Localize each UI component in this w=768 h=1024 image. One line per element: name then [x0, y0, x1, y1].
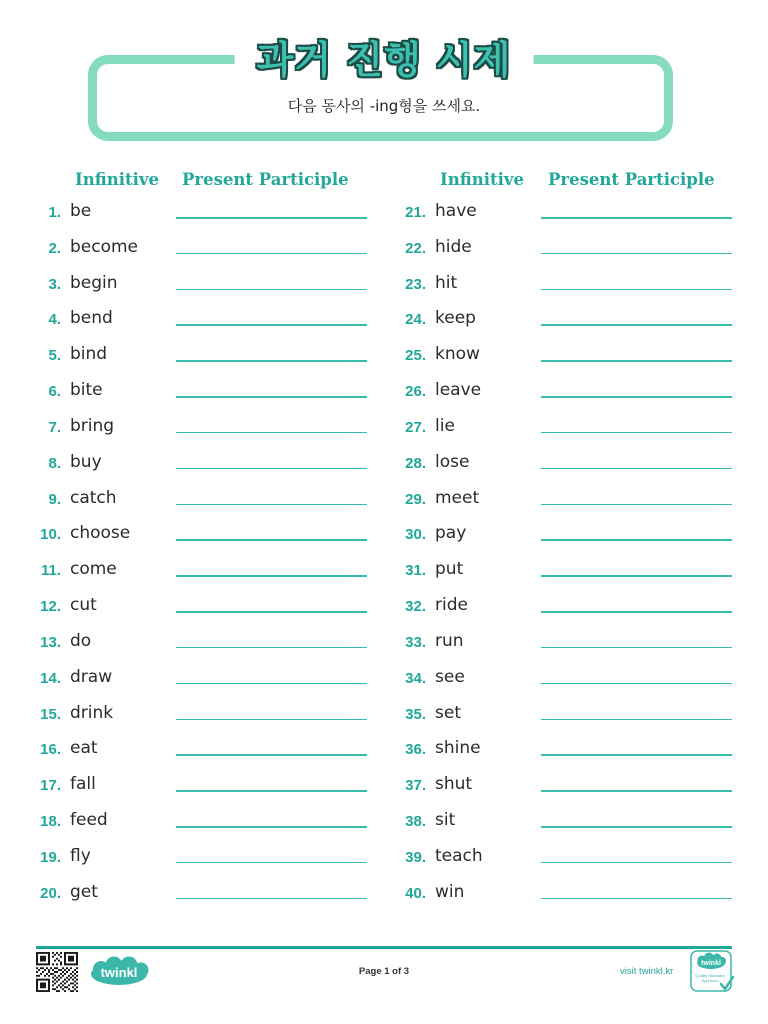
item-number: 6.	[48, 383, 61, 401]
verb-row	[365, 194, 745, 230]
logo-text: twinkl	[100, 965, 138, 980]
verb-row	[365, 230, 745, 266]
infinitive-verb: meet	[435, 487, 480, 508]
item-number: 23.	[405, 275, 426, 293]
answer-line	[541, 360, 732, 362]
item-number: 19.	[40, 848, 61, 866]
answer-line	[176, 754, 367, 756]
verb-row	[0, 839, 380, 875]
item-number: 22.	[405, 239, 426, 257]
site-link[interactable]: visit twinkl.kr	[620, 966, 674, 977]
answer-line	[176, 611, 367, 613]
verb-row	[0, 588, 380, 624]
worksheet-title: 과거 진행 시제	[235, 36, 534, 84]
verb-row	[365, 803, 745, 839]
item-number: 2.	[48, 239, 61, 257]
infinitive-verb: cut	[70, 595, 97, 616]
verb-row	[0, 767, 380, 803]
infinitive-verb: hide	[435, 236, 472, 257]
infinitive-verb: get	[70, 881, 98, 902]
instruction-text: 다음 동사의 -ing형을 쓰세요.	[287, 97, 481, 115]
verb-row	[0, 301, 380, 337]
verb-row	[0, 445, 380, 481]
answer-line	[176, 324, 367, 326]
item-number: 15.	[40, 705, 61, 723]
infinitive-verb: see	[435, 666, 465, 687]
infinitive-verb: bite	[70, 380, 103, 401]
item-number: 3.	[48, 275, 61, 293]
answer-line	[176, 575, 367, 577]
answer-line	[541, 289, 732, 291]
qr-code-icon	[36, 952, 78, 992]
item-number: 10.	[40, 526, 61, 544]
answer-line	[176, 432, 367, 434]
infinitive-verb: feed	[70, 810, 108, 831]
item-number: 32.	[405, 598, 426, 616]
infinitive-verb: catch	[70, 487, 117, 508]
infinitive-verb: buy	[70, 451, 102, 472]
infinitive-verb: do	[70, 630, 92, 651]
answer-line	[176, 289, 367, 291]
verb-row	[0, 624, 380, 660]
infinitive-verb: bend	[70, 308, 113, 329]
item-number: 27.	[405, 418, 426, 436]
answer-line	[176, 468, 367, 470]
verb-row	[365, 660, 745, 696]
item-number: 28.	[405, 454, 426, 472]
answer-line	[176, 719, 367, 721]
answer-line	[541, 683, 732, 685]
infinitive-verb: sit	[435, 810, 456, 831]
answer-line	[541, 217, 732, 219]
answer-line	[541, 754, 732, 756]
verb-row	[0, 803, 380, 839]
verb-row	[0, 194, 380, 230]
item-number: 29.	[405, 490, 426, 508]
infinitive-verb: shut	[435, 774, 473, 795]
infinitive-verb: pay	[435, 523, 467, 544]
verb-row	[365, 767, 745, 803]
item-number: 38.	[405, 813, 426, 831]
verb-row	[0, 516, 380, 552]
infinitive-verb: fall	[70, 774, 96, 795]
infinitive-verb: fly	[70, 845, 91, 866]
verb-row	[365, 731, 745, 767]
infinitive-verb: have	[435, 201, 477, 221]
item-number: 24.	[405, 311, 426, 329]
verb-row	[365, 337, 745, 373]
infinitive-verb: run	[435, 630, 464, 651]
verb-row	[365, 875, 745, 911]
answer-line	[541, 396, 732, 398]
verb-row	[365, 552, 745, 588]
answer-line	[176, 826, 367, 828]
item-number: 4.	[48, 311, 61, 329]
item-number: 36.	[405, 741, 426, 759]
infinitive-verb: leave	[435, 380, 482, 401]
infinitive-verb: come	[70, 559, 117, 580]
item-number: 21.	[405, 204, 426, 221]
verb-row	[365, 588, 745, 624]
verb-row	[0, 373, 380, 409]
verb-row	[0, 552, 380, 588]
infinitive-verb: put	[435, 559, 464, 580]
answer-line	[541, 826, 732, 828]
badge-caption-line-1: Quality Standard	[695, 973, 725, 978]
right-participle-heading: Present Participle	[548, 170, 715, 189]
infinitive-verb: choose	[70, 523, 131, 544]
item-number: 31.	[405, 562, 426, 580]
verb-row	[0, 875, 380, 911]
infinitive-verb: win	[435, 881, 465, 902]
verb-row	[0, 409, 380, 445]
item-number: 7.	[48, 418, 61, 436]
infinitive-verb: lose	[435, 451, 470, 472]
answer-line	[541, 611, 732, 613]
left-infinitive-heading: Infinitive	[75, 170, 159, 189]
verb-row	[365, 516, 745, 552]
answer-line	[176, 862, 367, 864]
item-number: 13.	[40, 633, 61, 651]
answer-line	[176, 898, 367, 900]
item-number: 18.	[40, 813, 61, 831]
infinitive-verb: lie	[435, 415, 455, 436]
answer-line	[541, 862, 732, 864]
answer-line	[541, 253, 732, 255]
answer-line	[176, 790, 367, 792]
verb-row	[0, 266, 380, 302]
infinitive-verb: begin	[70, 272, 118, 293]
answer-line	[541, 504, 732, 506]
badge-caption-line-2: Approved	[701, 978, 719, 983]
page-number: Page 1 of 3	[358, 966, 410, 977]
item-number: 40.	[405, 884, 426, 902]
answer-line	[541, 898, 732, 900]
left-participle-heading: Present Participle	[182, 170, 349, 189]
twinkl-logo	[88, 955, 150, 987]
item-number: 8.	[48, 454, 61, 472]
item-number: 35.	[405, 705, 426, 723]
answer-line	[176, 396, 367, 398]
quality-standard-badge	[690, 950, 735, 993]
verb-row	[365, 445, 745, 481]
item-number: 30.	[405, 526, 426, 544]
right-infinitive-heading: Infinitive	[440, 170, 524, 189]
item-number: 20.	[40, 884, 61, 902]
infinitive-verb: teach	[435, 845, 483, 866]
answer-line	[176, 539, 367, 541]
item-number: 34.	[405, 669, 426, 687]
infinitive-verb: become	[70, 236, 139, 257]
item-number: 26.	[405, 383, 426, 401]
verb-row	[0, 731, 380, 767]
infinitive-verb: bring	[70, 415, 115, 436]
verb-row	[365, 409, 745, 445]
item-number: 5.	[48, 347, 61, 365]
verb-row	[365, 481, 745, 517]
footer-rule	[36, 946, 732, 949]
verb-row	[365, 373, 745, 409]
badge-brand: twinkl	[701, 960, 721, 967]
infinitive-verb: draw	[70, 666, 113, 687]
infinitive-verb: know	[435, 344, 480, 365]
item-number: 9.	[48, 490, 61, 508]
item-number: 37.	[405, 777, 426, 795]
verb-row	[365, 301, 745, 337]
item-number: 17.	[40, 777, 61, 795]
infinitive-verb: be	[70, 201, 92, 221]
item-number: 33.	[405, 633, 426, 651]
verb-row	[365, 266, 745, 302]
verb-row	[0, 696, 380, 732]
answer-line	[176, 504, 367, 506]
infinitive-verb: shine	[435, 738, 481, 759]
infinitive-verb: bind	[70, 344, 108, 365]
answer-line	[541, 647, 732, 649]
item-number: 11.	[40, 562, 61, 580]
verb-row	[365, 696, 745, 732]
infinitive-verb: hit	[435, 272, 458, 293]
answer-line	[541, 468, 732, 470]
infinitive-verb: set	[435, 702, 461, 723]
answer-line	[541, 575, 732, 577]
answer-line	[176, 360, 367, 362]
item-number: 39.	[405, 848, 426, 866]
answer-line	[541, 790, 732, 792]
item-number: 1.	[48, 204, 61, 221]
verb-row	[0, 337, 380, 373]
infinitive-verb: drink	[70, 702, 114, 723]
answer-line	[541, 324, 732, 326]
answer-line	[176, 683, 367, 685]
verb-row	[0, 481, 380, 517]
item-number: 12.	[40, 598, 61, 616]
infinitive-verb: keep	[435, 308, 476, 329]
item-number: 14.	[40, 669, 61, 687]
answer-line	[541, 539, 732, 541]
verb-row	[0, 660, 380, 696]
verb-row	[365, 839, 745, 875]
infinitive-verb: eat	[70, 738, 98, 759]
left-verb-column	[0, 194, 380, 911]
answer-line	[541, 719, 732, 721]
verb-row	[365, 624, 745, 660]
verb-row	[0, 230, 380, 266]
answer-line	[541, 432, 732, 434]
right-verb-column	[365, 194, 745, 911]
item-number: 16.	[40, 741, 61, 759]
item-number: 25.	[405, 347, 426, 365]
answer-line	[176, 647, 367, 649]
answer-line	[176, 253, 367, 255]
answer-line	[176, 217, 367, 219]
infinitive-verb: ride	[435, 595, 468, 616]
